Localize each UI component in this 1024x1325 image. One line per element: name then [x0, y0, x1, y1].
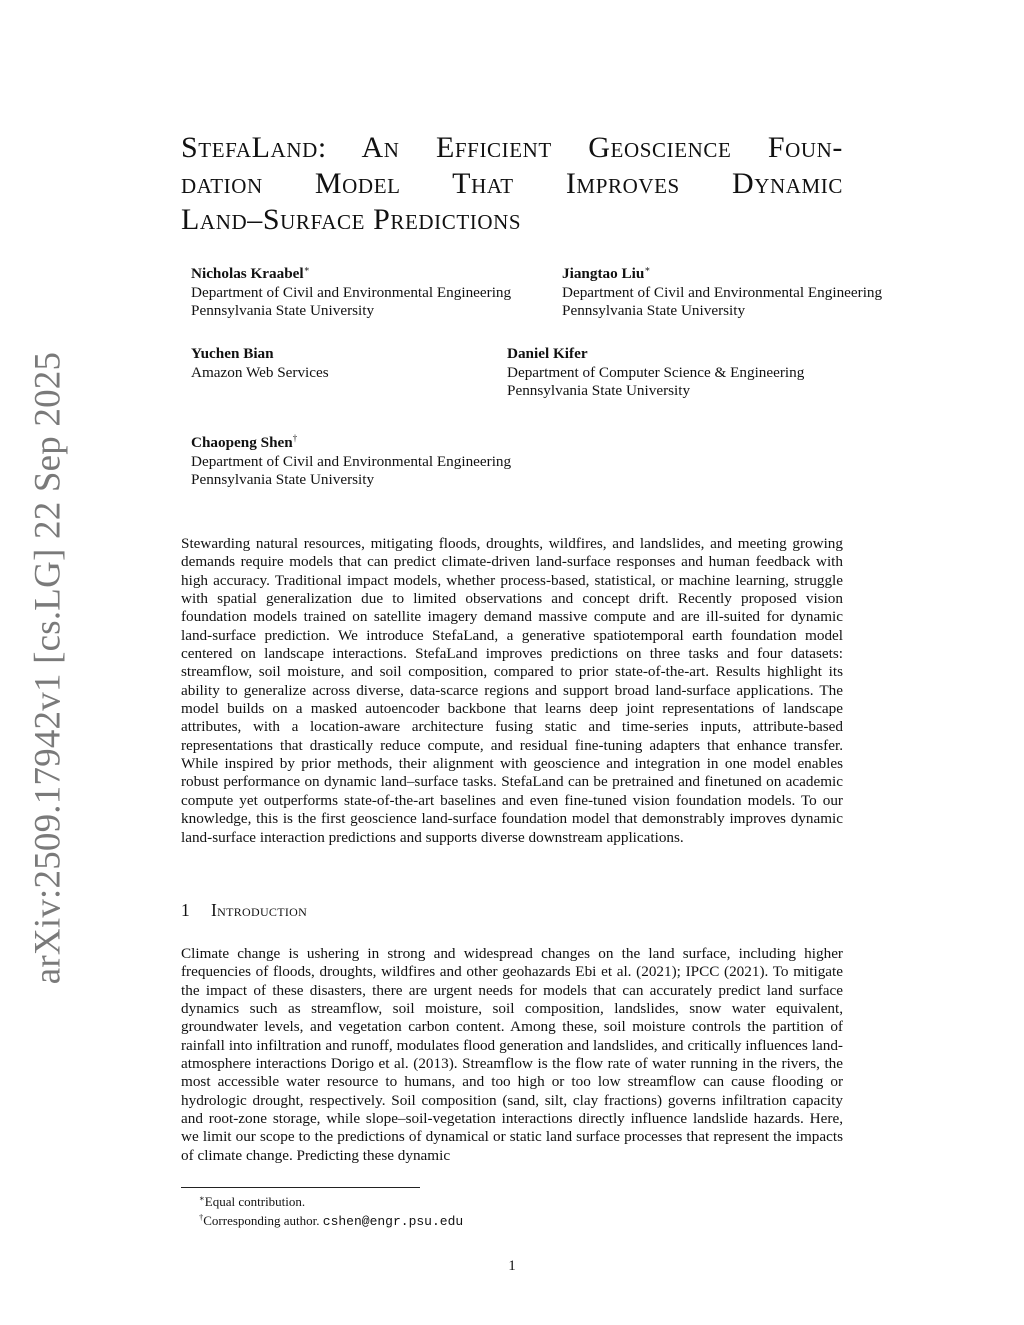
abstract-paragraph: Stewarding natural resources, mitigating floods, droughts, wildfires, and landslides, and meeting growing demands require models that can predict climate-driven land-surface responses and human feedback with high accuracy. Traditional impact models, whether process-based, statistical, or machine learning, struggle with spatial generalization due to limited observations and concept drift. Recently proposed vision foundation models trained on satellite imagery demand massive compute and are ill-suited for dynamic land-surface prediction. We introduce StefaLand, a generative spatiotemporal earth foundation model centered on landscape interactions. StefaLand improves predictions on three tasks and four datasets: streamflow, soil moisture, and soil composition, compared to prior state-of-the-art. Results highlight its ability to generalize across diverse, data-scarce regions and support broad land-surface applications. The model builds on a masked autoencoder backbone that learns deep joint representations of landscape attributes, with a location-aware architecture fusing static and time-series inputs, attribute-based representations that drastically reduce compute, and residual fine-tuning adapters that enhance transfer. While inspired by prior methods, their alignment with geoscience and integration in one model enables robust performance on dynamic land–surface tasks. StefaLand can be pretrained and finetuned on academic compute yet outperforms state-of-the-art baselines and even fine-tuned vision foundation models. To our knowledge, this is the first geoscience land-surface foundation model that demonstrably improves dynamic land-surface interaction predictions and supports diverse downstream applications. — [181, 535, 843, 846]
footnote-equal-contribution — [199, 1190, 305, 1210]
author-institution: Pennsylvania State University — [507, 382, 691, 399]
section-heading-introduction — [181, 900, 307, 921]
title-line-1: StefaLand: An Efficient Geoscience Foun- — [181, 131, 843, 164]
author-email-link[interactable]: cshen@engr.psu.edu — [322, 1214, 464, 1229]
author-institution: Pennsylvania State University — [562, 302, 746, 319]
author-name: Jiangtao Liu∗ — [562, 264, 651, 282]
author-affiliation: Department of Civil and Environmental Engineering — [562, 283, 883, 301]
author-name: Nicholas Kraabel∗ — [191, 264, 310, 282]
footnote-mark: † — [199, 1212, 204, 1222]
author-affiliation: Department of Civil and Environmental Engineering — [191, 452, 512, 470]
author-institution: Pennsylvania State University — [191, 471, 375, 488]
footnote-rule — [181, 1187, 420, 1188]
section-number: 1 — [181, 900, 190, 920]
author-affiliation: Department of Computer Science & Engineering — [507, 363, 805, 381]
author-institution: Pennsylvania State University — [191, 302, 375, 319]
footnote-text: Equal contribution. — [204, 1194, 306, 1209]
equal-contribution-mark: ∗ — [644, 264, 651, 274]
footnote-text: Corresponding author. — [203, 1213, 323, 1228]
author-block-bian — [191, 345, 329, 382]
title-line-3: Land–Surface Predictions — [181, 203, 522, 236]
page-number: 1 — [508, 1258, 516, 1274]
author-name: Chaopeng Shen† — [191, 433, 298, 451]
author-block-liu — [562, 260, 882, 321]
author-block-kraabel — [191, 260, 511, 321]
author-block-shen — [191, 429, 511, 490]
paper-title — [181, 130, 843, 238]
corresponding-author-mark: † — [292, 433, 298, 443]
footnote-mark: ∗ — [199, 1193, 205, 1203]
equal-contribution-mark: ∗ — [303, 264, 310, 274]
footnote-corresponding-author — [199, 1209, 463, 1230]
author-affiliation: Department of Civil and Environmental Engineering — [191, 283, 512, 301]
author-affiliation: Amazon Web Services — [191, 363, 329, 381]
section-title: Introduction — [211, 900, 308, 920]
title-line-2: dation Model That Improves Dynamic — [181, 167, 843, 200]
arxiv-identifier-stamp: arXiv:2509.17942v1 [cs.LG] 22 Sep 2025 — [27, 351, 69, 985]
author-block-kifer — [507, 345, 804, 401]
introduction-paragraph: Climate change is ushering in strong and widespread changes on the land surface, including higher frequencies of floods, droughts, wildfires and other geohazards Ebi et al. (2021); IPCC (2021). To mitigate the impact of these disasters, there are urgent needs for models that can accurately predict land surface dynamics such as streamflow, soil moisture, soil composition, landslides, snow water equivalent, groundwater levels, and vegetation carbon content. Among these, soil moisture controls the partition of rainfall into infiltration and runoff, modulates flood generation and landslides, and critically influences land-atmosphere interactions Dorigo et al. (2013). Streamflow is the flow rate of water running in the rivers, the most accessible water resource to humans, and too high or too low streamflow can cause flooding or hydrologic drought, respectively. Soil composition (sand, silt, clay fractions) governs infiltration capacity and root-zone storage, while slope–soil-vegetation interactions directly influence landslide hazards. Here, we limit our scope to the predictions of dynamical or static land surface processes that represent the impacts of climate change. Predicting these dynamic — [181, 945, 843, 1164]
author-name: Daniel Kifer — [507, 345, 588, 362]
author-name: Yuchen Bian — [191, 345, 274, 362]
